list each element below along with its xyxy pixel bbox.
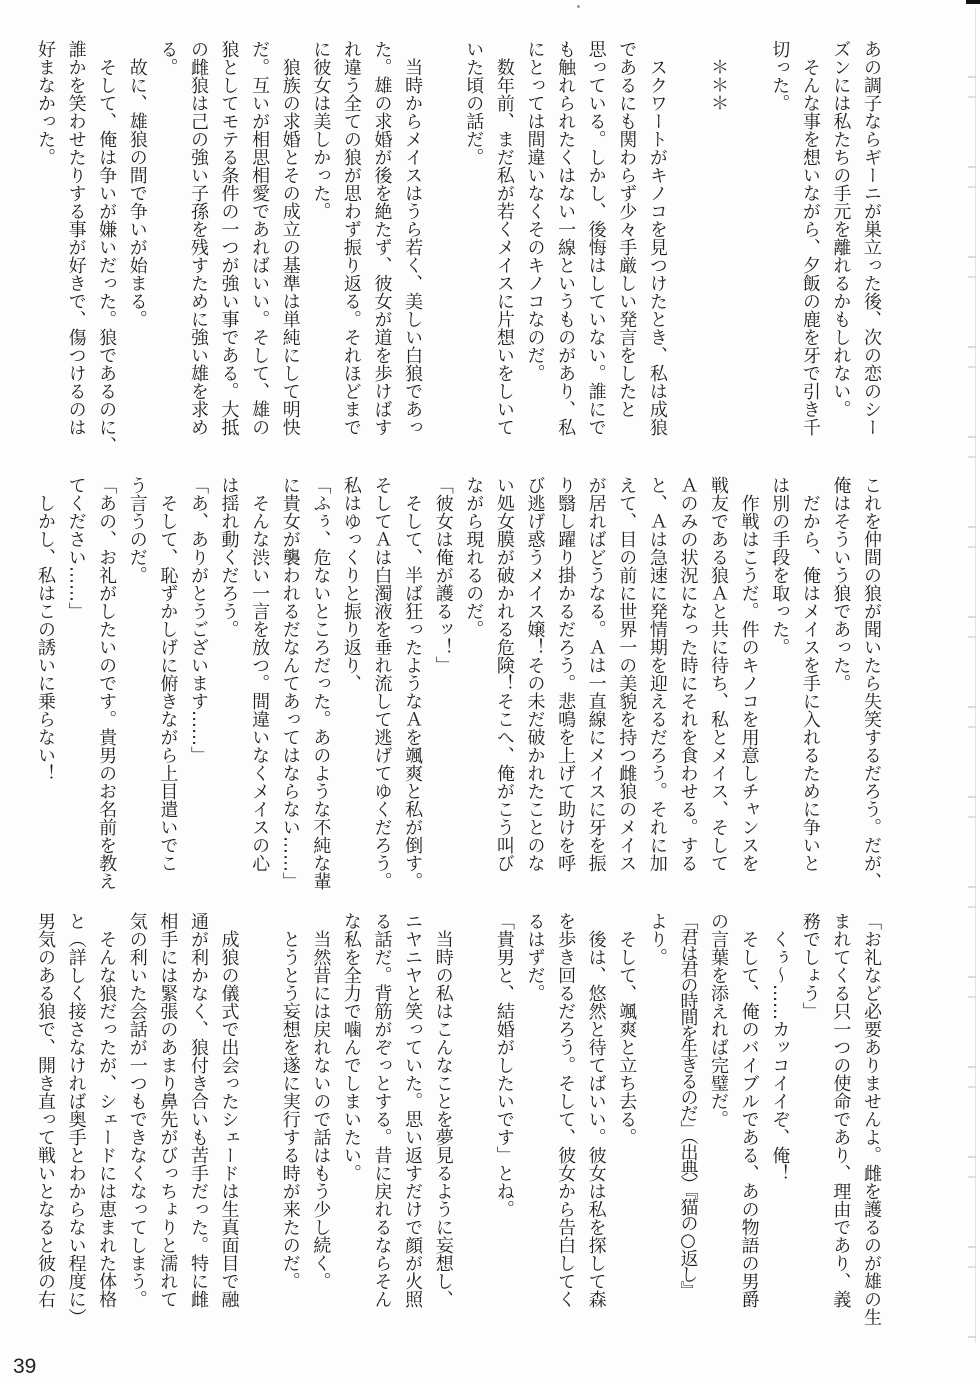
- text-line: が居ればどうなる。Ａは一直線にメイスに牙を振: [585, 476, 607, 872]
- text-line: の言葉を添えれば完璧だ。: [708, 912, 730, 1128]
- text-line: そしてＡは白濁液を垂れ流して逃げてゆくだろう。: [371, 476, 393, 890]
- quote-citation-line: 「君は君の時間を生きるのだ」（出典）『猫の○返し』: [677, 912, 699, 1297]
- text-line: るはずだ。: [524, 912, 546, 1002]
- text-line: 私はゆっくりと振り返り、: [340, 476, 362, 692]
- text-line: 切った。: [769, 40, 791, 112]
- text-line: くぅ～……カッコイイぞ、俺！: [769, 912, 791, 1182]
- text-line: 気の利いた会話が一つもできなくなってしまう。: [126, 912, 148, 1308]
- text-line: 男気のある狼で、開き直って戦いとなると彼の右: [34, 912, 56, 1308]
- text-line: そして、俺は争いが嫌いだった。狼であるのに、: [96, 40, 118, 454]
- text-line: えて、目の前に世界一の美貌を持つ雌狼のメイス: [616, 476, 638, 872]
- dialogue-line: てください……」: [65, 476, 87, 620]
- text-line: 相手には緊張のあまり鼻先がびっちょりと濡れて: [157, 912, 179, 1308]
- text-line: と（詳しく接さなければ奥手とわからない程度に）: [65, 912, 87, 1326]
- text-line: 成狼の儀式で出会ったシェードは生真面目で融: [218, 912, 240, 1308]
- text-line: そんな事を想いながら、夕飯の鹿を牙で引き千: [799, 40, 821, 436]
- text-line: 当時からメイスはうら若く、美しい白狼であっ: [402, 40, 424, 436]
- text-tier-bottom: [29, 912, 886, 1326]
- blank-line: [733, 40, 764, 440]
- scan-edge-ticks: [968, 70, 976, 1350]
- dialogue-line: 務でしょう」: [799, 912, 821, 1020]
- text-line: も触れられたくはない一線というものがあり、私: [555, 40, 577, 436]
- scan-speck: [577, 5, 580, 8]
- text-line: れ違う全ての狼が思わず振り返る。それほどまで: [340, 40, 362, 436]
- text-line: 数年前、まだ私が若くメイスに片想いをしいて: [493, 40, 515, 436]
- text-line: しかし、私はこの誘いに乗らない！: [34, 476, 56, 782]
- text-line: 誰かを笑わせたりする事が好きで、傷つけるのは: [65, 40, 87, 436]
- text-line: とうとう妄想を遂に実行する時が来たのだ。: [279, 912, 301, 1290]
- text-line: ながら現れるのだ。: [463, 476, 485, 638]
- text-line: 後は、悠然と待てばいい。彼女は私を探して森: [585, 912, 607, 1308]
- text-line: は別の手段を取った。: [769, 476, 791, 656]
- text-line: であるにも関わらず少々手厳しい発言をしたと: [616, 40, 638, 418]
- text-line: 作戦はこうだ。件のキノコを用意しチャンスを: [738, 476, 760, 872]
- blank-line: [427, 40, 458, 440]
- text-line: り翳し躍り掛かるだろう。悲鳴を上げて助けを呼: [555, 476, 577, 872]
- text-line: スクワートがキノコを見つけたとき、私は成狼: [646, 40, 668, 436]
- text-line: 戦友である狼Ａと共に待ち、私とメイス、そして: [708, 476, 730, 872]
- text-line: Ａのみの状況になった時にそれを食わせる。する: [677, 476, 699, 872]
- dialogue-line: 「お礼など必要ありませんよ。雌を護るのが雄の生: [861, 912, 882, 1326]
- text-line: と、Ａは急速に発情期を迎えるだろう。それに加: [646, 476, 668, 872]
- text-line: そして、恥ずかしげに俯きながら上目遣いでこ: [157, 476, 179, 872]
- dialogue-line: に貴女が襲われるだなんてあってはならない……」: [279, 476, 301, 890]
- dialogue-line: 「貴男と、結婚がしたいです」とね。: [493, 912, 515, 1218]
- text-line: る話だ。背筋がぞっとする。昔に戻れるならそん: [371, 912, 393, 1308]
- dialogue-line: 「ふぅ、危ないところだった。あのような不純な輩: [310, 476, 332, 890]
- blank-line: [244, 912, 275, 1312]
- text-line: に彼女は美しかった。: [310, 40, 332, 220]
- text-line: だ。互いが相思相愛であればいい。そして、雄の: [249, 40, 271, 436]
- text-line: いた頃の話だ。: [463, 40, 485, 166]
- text-line: より。: [646, 912, 668, 966]
- text-line: これを仲間の狼が聞いたら失笑するだろう。だが、: [861, 476, 882, 890]
- text-tier-middle: [29, 476, 886, 890]
- text-line: 当然昔には戻れないので話はもう少し続く。: [310, 912, 332, 1290]
- blank-line: [458, 912, 489, 1312]
- dialogue-line: 「彼女は俺が護るッ！」: [432, 476, 454, 674]
- text-line: そして、俺のバイブルである、あの物語の男爵: [738, 912, 760, 1308]
- text-line: 俺はそういう狼であった。: [830, 476, 852, 692]
- text-line: 狼族の求婚とその成立の基準は単純にして明快: [279, 40, 301, 436]
- text-line: そして、颯爽と立ち去る。: [616, 912, 638, 1146]
- text-line: る。: [157, 40, 179, 76]
- text-line: な私を全力で噛んでしまいたい。: [340, 912, 362, 1182]
- text-line: 好まなかった。: [34, 40, 56, 166]
- page-number: 39: [13, 1355, 37, 1378]
- text-line: そんな狼だったが、シェードには恵まれた体格: [96, 912, 118, 1308]
- text-line: い処女膜が破かれる危険！そこへ、俺がこう叫び: [493, 476, 515, 872]
- text-line: 狼としてモテる条件の一つが強い事である。大抵: [218, 40, 240, 436]
- scene-break-asterisks: ＊＊＊: [708, 40, 730, 112]
- dialogue-line: 「あの、お礼がしたいのです。貴男のお名前を教え: [96, 476, 118, 890]
- text-line: 思っている。しかし、後悔はしていない。誰にで: [585, 40, 607, 436]
- text-line: 当時の私はこんなことを夢見るように妄想し、: [432, 912, 454, 1308]
- text-line: の雌狼は己の強い子孫を残すために強い雄を求め: [187, 40, 209, 436]
- text-line: た。雄の求婚が後を絶たず、彼女が道を歩けばす: [371, 40, 393, 436]
- text-line: あの調子ならギーニが巣立った後、次の恋のシー: [861, 40, 882, 436]
- text-line: ニヤニヤと笑っていた。思い返すだけで顔が火照: [402, 912, 424, 1308]
- text-line: は揺れ動くだろう。: [218, 476, 240, 638]
- text-line: を歩き回るだろう。そして、彼女から告白してく: [555, 912, 577, 1308]
- scan-edge-mark: [966, 0, 980, 4]
- text-line: そして、半ば狂ったようなＡを颯爽と私が倒す。: [402, 476, 424, 890]
- text-line: にとっては間違いなくそのキノコなのだ。: [524, 40, 546, 382]
- text-line: そんな渋い一言を放つ。間違いなくメイスの心: [249, 476, 271, 872]
- text-tier-top: [29, 40, 886, 454]
- text-line: 故に、雄狼の間で争いが始まる。: [126, 40, 148, 328]
- dialogue-line: 「あ、ありがとうございます……」: [187, 476, 209, 764]
- text-line: 通が利かなく、狼付き合いも苦手だった。特に雌: [187, 912, 209, 1308]
- text-line: う言うのだ。: [126, 476, 148, 584]
- text-line: だから、俺はメイスを手に入れるために争いと: [799, 476, 821, 872]
- dialogue-line: まれてくる只一つの使命であり、理由であり、義: [830, 912, 852, 1308]
- text-line: び逃げ惑うメイス嬢！その未だ破かれたことのな: [524, 476, 546, 872]
- text-line: ズンには私たちの手元を離れるかもしれない。: [830, 40, 852, 418]
- blank-line: [672, 40, 703, 440]
